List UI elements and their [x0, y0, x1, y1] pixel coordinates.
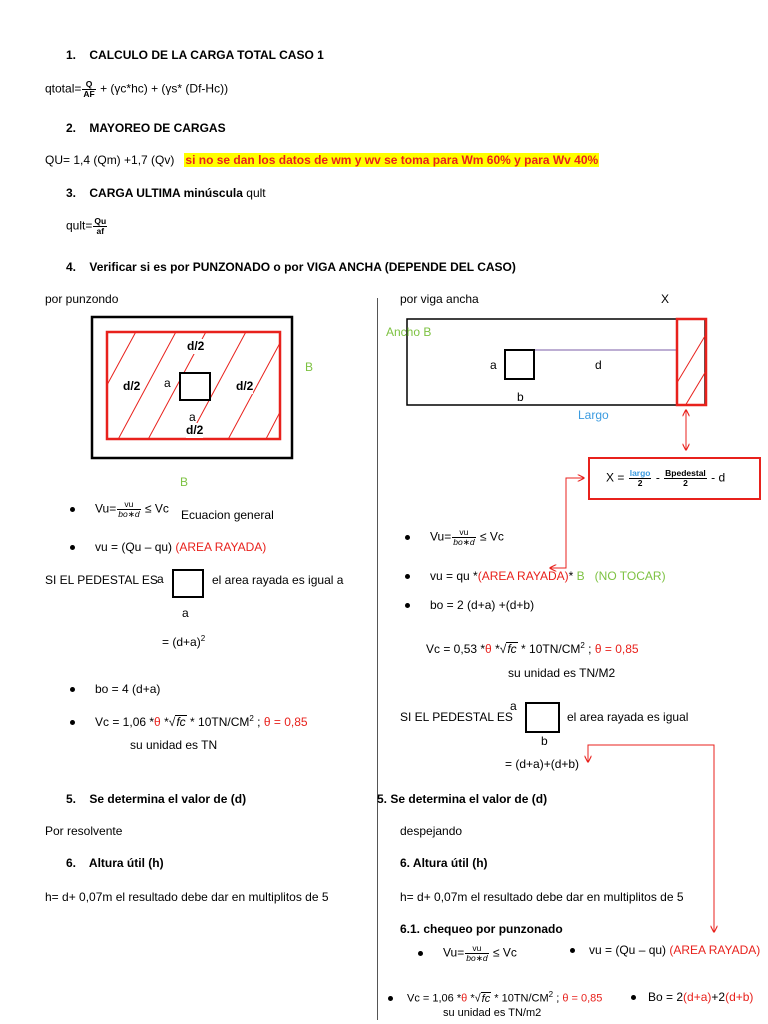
- label-x: X: [661, 292, 670, 306]
- section-title: Se determina el valor de (d): [89, 792, 247, 806]
- vu-lhs: Vu=: [95, 501, 117, 516]
- s61-vu2: [570, 943, 760, 958]
- vc-sep: ;: [556, 992, 560, 1005]
- vu2-green-note: (NO TOCAR): [594, 569, 666, 583]
- left-heading: por punzondo: [45, 292, 119, 306]
- label-d: d: [595, 358, 602, 372]
- vc-red: θ = 0,85: [594, 642, 639, 656]
- section-3-heading: [66, 186, 266, 201]
- vu2-text: vu = (Qu – qu): [589, 943, 667, 957]
- section-1-heading: [66, 48, 324, 63]
- section-5-left: [66, 792, 246, 807]
- x-minus: -: [655, 470, 660, 485]
- largo-fraction: [629, 469, 652, 488]
- fraction-numerator: largo: [629, 468, 651, 478]
- left-vu2: [70, 540, 266, 555]
- fraction-numerator: vu: [117, 500, 140, 510]
- vu-fraction: [452, 528, 475, 547]
- bullet-icon: [631, 995, 636, 1000]
- vc-theta: θ: [485, 642, 492, 656]
- section-5-right: [377, 792, 547, 807]
- label-a: a: [490, 358, 497, 372]
- pedestal-suffix: el area rayada es igual: [567, 710, 689, 724]
- vu-rest: ≤ Vc: [144, 501, 169, 516]
- left-bo: [70, 682, 160, 697]
- bo-text: bo = 4 (d+a): [95, 682, 161, 696]
- pedestal-square: [505, 350, 534, 379]
- label-a-below: a: [189, 410, 196, 424]
- footing-rect: [407, 319, 705, 405]
- bottom-vc-unit: su unidad es TN/m2: [443, 1007, 542, 1019]
- section-title: Se determina el valor de (d): [390, 792, 548, 806]
- pedestal-suffix: el area rayada es igual a: [212, 573, 344, 587]
- fraction-denominator: 2: [683, 477, 688, 488]
- qu-formula: QU= 1,4 (Qm) +1,7 (Qv): [45, 153, 175, 167]
- pedestal-a: a: [510, 699, 517, 713]
- left-vc: Vc = 1,06 *θ $*√fc * 10TN/CM^2$ ; θ = 0,85: [70, 714, 308, 730]
- vc-unit: su unidad es TN: [130, 738, 218, 752]
- fraction-numerator: Q: [82, 80, 95, 90]
- label-d2-bottom: d/2: [186, 423, 204, 437]
- highlighted-note: si no se dan los datos de wm y wv se toma para Wm 60% y para Wv 40%: [185, 153, 599, 167]
- vc-mid: *: [470, 992, 475, 1005]
- section-number: 3.: [66, 186, 77, 200]
- label-d2-left: d/2: [123, 379, 141, 393]
- vu2-mid: *: [568, 569, 574, 583]
- section-5-left-sub: Por resolvente: [45, 824, 123, 838]
- vc-pre: Vc = 1,06 *: [95, 715, 155, 729]
- qtotal-lhs: qtotal=: [45, 81, 82, 96]
- section-title: CARGA ULTIMA minúscula: [89, 186, 243, 200]
- vc-pre: Vc = 0,53 *: [426, 642, 486, 656]
- bent-arrow-icon: [550, 478, 584, 568]
- fraction-denominator: 2: [637, 477, 643, 488]
- label-a-side: a: [164, 376, 171, 390]
- bullet-icon: [418, 951, 423, 956]
- vc-red: θ = 0,85: [263, 715, 308, 729]
- section-6-right: 6. Altura útil (h): [400, 856, 488, 870]
- vc-red: θ = 0,85: [562, 992, 603, 1005]
- pedestal-prefix: SI EL PEDESTAL ES: [45, 573, 158, 587]
- x-formula-box: [588, 457, 761, 500]
- vc-theta: θ: [461, 992, 468, 1005]
- fraction-numerator: vu: [452, 528, 475, 538]
- bullet-icon: [70, 545, 75, 550]
- vu-lhs: Vu=: [443, 945, 465, 960]
- qtotal-formula: [45, 80, 228, 99]
- qult-formula: [66, 217, 108, 236]
- vu2-red: (AREA RAYADA): [477, 569, 569, 583]
- label-B-bottom: B: [180, 475, 189, 489]
- vc-sup: 2: [548, 990, 554, 999]
- eq-sup: 2: [200, 634, 206, 643]
- right-vc: Vc = 0,53 *θ $*√fc * 10TN/CM^2$ ; θ = 0,85: [426, 641, 639, 656]
- vu-lhs: Vu=: [430, 529, 452, 544]
- section-number: 1.: [66, 48, 77, 62]
- vu2-text: vu = (Qu – qu): [95, 540, 173, 554]
- right-eq: = (d+a)+(d+b): [505, 757, 580, 771]
- critical-strip: [677, 319, 706, 405]
- fraction-denominator: bo∗d: [466, 952, 488, 963]
- vc-sep: ;: [588, 642, 592, 656]
- label-d2-top: d/2: [187, 339, 205, 353]
- vu-rest: ≤ Vc: [492, 945, 517, 960]
- viga-ancha-diagram: [405, 316, 710, 408]
- vu-rest: ≤ Vc: [479, 529, 504, 544]
- label-ancho-b: Ancho B: [386, 325, 432, 339]
- fraction-denominator: AF: [83, 88, 95, 99]
- right-vu-formula: [405, 528, 504, 547]
- vu2-pre: vu = qu *: [430, 569, 478, 583]
- section-number: 2.: [66, 121, 77, 135]
- vu-fraction: [117, 500, 140, 519]
- qtotal-rest: + (γc*hc) + (γs* (Df-Hc)): [100, 81, 229, 96]
- vc-post: * 10TN/CM: [521, 642, 581, 656]
- section-number: 5.: [66, 792, 77, 806]
- bullet-icon: [70, 507, 75, 512]
- vu-note: Ecuacion general: [181, 508, 274, 522]
- bullet-icon: [405, 574, 410, 579]
- vu2-red: (AREA RAYADA): [175, 540, 267, 554]
- bo-mid: +2: [711, 990, 726, 1004]
- vc-mid: *: [495, 642, 500, 656]
- vc-sqrt: fc: [481, 992, 491, 1005]
- bpedestal-fraction: [664, 469, 707, 488]
- pedestal-prefix: SI EL PEDESTAL ES: [400, 710, 513, 724]
- vu-fraction: [465, 944, 488, 963]
- section-5-right-sub: despejando: [400, 824, 463, 838]
- pedestal-a-below: a: [182, 606, 189, 620]
- left-eq: [162, 634, 205, 650]
- label-largo: Largo: [578, 408, 609, 422]
- right-vu2: [405, 569, 666, 584]
- fraction-numerator: Bpedestal: [665, 468, 706, 478]
- bo-text: bo = 2 (d+a) +(d+b): [430, 598, 535, 612]
- vc-sep: ;: [257, 715, 261, 729]
- x-post: - d: [711, 470, 726, 485]
- section-4-heading: [66, 260, 516, 275]
- pedestal-square-icon: [525, 702, 560, 733]
- column-divider: [377, 298, 378, 1020]
- fraction-denominator: bo∗d: [118, 508, 140, 519]
- bottom-bo: [631, 990, 753, 1005]
- qtotal-fraction: [82, 80, 95, 99]
- section-title: CALCULO DE LA CARGA TOTAL CASO 1: [89, 48, 324, 62]
- bullet-icon: [405, 535, 410, 540]
- section-number: 6.: [66, 856, 77, 870]
- vc-sqrt: fc: [176, 715, 186, 729]
- fraction-denominator: bo∗d: [453, 536, 475, 547]
- bullet-icon: [570, 948, 575, 953]
- bo-pre: Bo = 2: [648, 990, 684, 1004]
- qult-fraction: [93, 217, 107, 236]
- fraction-numerator: vu: [465, 944, 488, 954]
- bullet-icon: [70, 720, 75, 725]
- label-d2-right: d/2: [236, 379, 254, 393]
- vc-sup: 2: [580, 641, 585, 650]
- right-heading: por viga ancha: [400, 292, 479, 306]
- pedestal-square-icon: [172, 569, 204, 598]
- right-bo: [405, 598, 534, 613]
- vc-theta: θ: [154, 715, 161, 729]
- section-number: 5.: [377, 792, 388, 806]
- qu-formula-line: [45, 153, 599, 168]
- qult-lhs: qult=: [66, 218, 93, 233]
- section-6-left: [66, 856, 164, 871]
- bo-red1: (d+a): [683, 990, 712, 1004]
- section-title: MAYOREO DE CARGAS: [89, 121, 226, 135]
- vu2-green-b: B: [576, 569, 585, 583]
- label-B-right: B: [305, 360, 314, 374]
- label-b: b: [517, 390, 524, 404]
- section-2-heading: [66, 121, 226, 136]
- eq-text: = (d+a): [162, 635, 201, 649]
- pedestal-square: [180, 373, 210, 400]
- fraction-numerator: Qu: [94, 216, 107, 226]
- vc-post: * 10TN/CM: [190, 715, 250, 729]
- section-tail: qult: [246, 186, 266, 200]
- section-title: Altura útil (h): [88, 856, 164, 870]
- bottom-vc: Vc = 1,06 *θ $*√fc * 10TN/CM^2$ ; θ = 0,85: [388, 990, 602, 1006]
- bullet-icon: [70, 687, 75, 692]
- vc-sqrt: fc: [507, 642, 517, 656]
- bo-red2: (d+b): [725, 990, 754, 1004]
- section-title: Verificar si es por PUNZONADO o por VIGA ANCHA (DEPENDE DEL CASO): [89, 260, 516, 274]
- section-6-left-text: h= d+ 0,07m el resultado debe dar en multiplitos de 5: [45, 890, 329, 904]
- bullet-icon: [388, 996, 393, 1001]
- s61-vu-formula: [418, 944, 517, 963]
- section-6-1: 6.1. chequeo por punzonado: [400, 922, 563, 936]
- vc-sup: 2: [249, 714, 254, 723]
- pedestal-a-top: a: [157, 572, 164, 586]
- vc-mid: *: [164, 715, 169, 729]
- section-6-right-text: h= d+ 0,07m el resultado debe dar en multiplitos de 5: [400, 890, 684, 904]
- bullet-icon: [405, 603, 410, 608]
- left-vu-formula: [70, 500, 169, 519]
- punzonado-diagram: [90, 315, 300, 461]
- vc-post: * 10TN/CM: [494, 992, 549, 1005]
- vc-unit: su unidad es TN/M2: [508, 666, 616, 680]
- section-number: 4.: [66, 260, 77, 274]
- x-pre: X =: [606, 470, 625, 485]
- fraction-denominator: af: [96, 225, 105, 236]
- pedestal-b: b: [541, 734, 548, 748]
- x-formula: [606, 469, 725, 488]
- vc-pre: Vc = 1,06 *: [407, 992, 462, 1005]
- vu2-red: (AREA RAYADA): [669, 943, 761, 957]
